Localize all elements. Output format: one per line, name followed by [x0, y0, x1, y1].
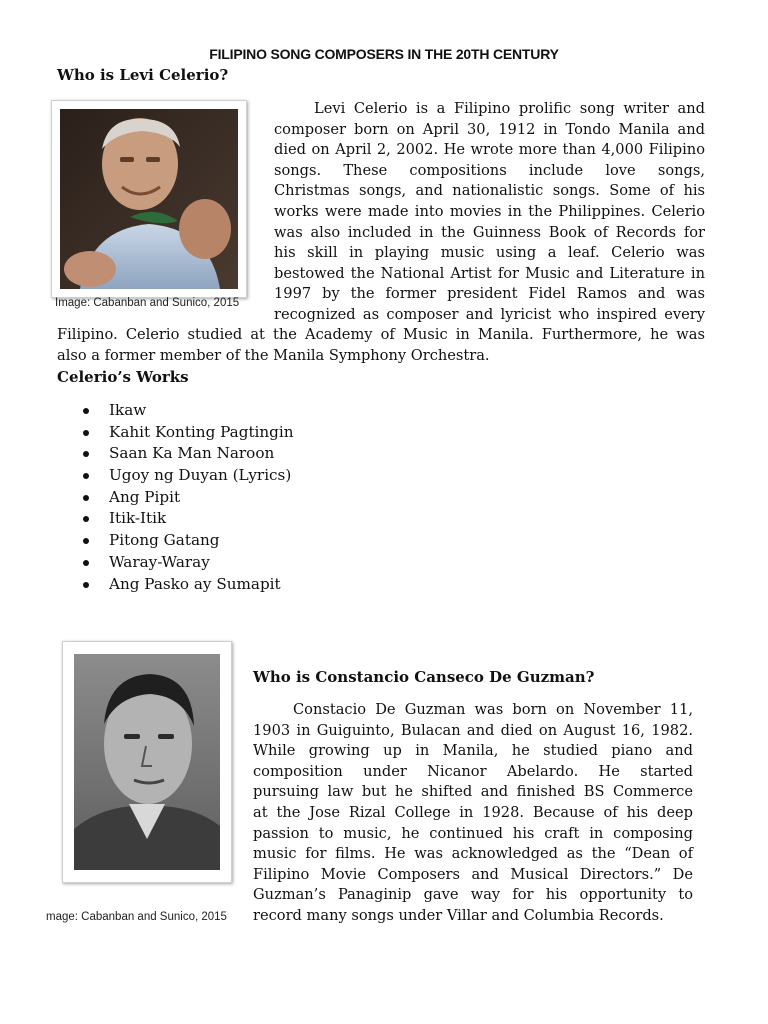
- bullet-icon: [83, 408, 89, 414]
- celerio-bio-wrapped: [274, 99, 705, 326]
- bio-line: bestowed the National Artist for Music and Literature in: [274, 264, 705, 282]
- deguzman-photo: [62, 641, 232, 883]
- celerio-photo: [51, 100, 247, 298]
- list-item: [83, 530, 294, 552]
- document-title: FILIPINO SONG COMPOSERS IN THE 20TH CENTURY: [209, 46, 559, 62]
- bio-line: recognized as composer and lyricist who inspired every: [274, 305, 705, 323]
- work-title: Pitong Gatang: [109, 531, 220, 550]
- section-heading-celerio: Who is Levi Celerio?: [57, 66, 229, 84]
- bio-line: Levi Celerio is a Filipino prolific song writer and: [314, 100, 705, 117]
- bullet-icon: [83, 451, 89, 457]
- work-title: Kahit Konting Pagtingin: [109, 422, 294, 441]
- bio-line: Filipino. Celerio studied at the Academy of Music in Manila. Furthermore, he was: [57, 326, 705, 343]
- bullet-icon: [83, 430, 89, 436]
- bio-line: composer born on April 30, 1912 in Tondo Manila and: [274, 120, 705, 138]
- section-heading-deguzman: Who is Constancio Canseco De Guzman?: [253, 668, 595, 686]
- bullet-icon: [83, 516, 89, 522]
- work-title: Saan Ka Man Naroon: [109, 444, 275, 463]
- bio-line: at the Jose Rizal College in 1928. Because of his deep: [253, 803, 693, 821]
- bullet-icon: [83, 582, 89, 588]
- works-heading: Celerio’s Works: [57, 368, 189, 386]
- bio-line: his skill in playing music using a leaf. Celerio was: [274, 244, 705, 262]
- bio-line: died on April 2, 2002. He wrote more than 4,000 Filipino: [274, 141, 705, 159]
- work-title: Ikaw: [109, 401, 147, 419]
- bio-line: composition under Nicanor Abelardo. He started: [253, 762, 693, 780]
- bio-line: also a former member of the Manila Symphony Orchestra.: [57, 346, 490, 364]
- celerio-portrait-image: [60, 109, 238, 289]
- work-title: Ang Pipit: [109, 487, 181, 506]
- bio-line: music for films. He was acknowledged as the “Dean of: [253, 845, 693, 863]
- work-title: Waray-Waray: [109, 552, 210, 571]
- list-item: [83, 400, 294, 422]
- list-item: [83, 552, 294, 574]
- bio-line: passion to music, he continued his craft in composing: [253, 824, 693, 842]
- bullet-icon: [83, 495, 89, 501]
- bio-line: songs. These compositions include love songs,: [274, 161, 705, 179]
- list-item: [83, 508, 294, 530]
- celerio-photo-caption: Image: Cabanban and Sunico, 2015: [55, 297, 240, 309]
- bio-line: Guzman’s Panaginip gave way for his opportunity to: [253, 886, 693, 904]
- bio-line: Christmas songs, and nationalistic songs. Some of his: [274, 182, 705, 200]
- bullet-icon: [83, 538, 89, 544]
- bio-line: 1903 in Guiguinto, Bulacan and died on August 16, 1982.: [253, 721, 693, 739]
- work-title: Ang Pasko ay Sumapit: [109, 574, 281, 593]
- list-item: [83, 422, 294, 444]
- bio-line: 1997 by the former president Fidel Ramos and was: [274, 285, 705, 303]
- bio-line: Constacio De Guzman was born on November 11,: [293, 701, 693, 718]
- celerio-bio-full: [57, 325, 705, 366]
- work-title: Itik-Itik: [109, 509, 167, 528]
- list-item: [83, 465, 294, 487]
- deguzman-bio: [253, 700, 693, 927]
- bio-line: was also included in the Guinness Book of Records for: [274, 223, 705, 241]
- bio-line: Filipino Movie Composers and Musical Directors.” De: [253, 865, 693, 883]
- list-item: [83, 443, 294, 465]
- bio-line: works were made into movies in the Philippines. Celerio: [274, 202, 705, 220]
- bullet-icon: [83, 560, 89, 566]
- deguzman-photo-caption: mage: Cabanban and Sunico, 2015: [46, 911, 227, 923]
- bio-line: record many songs under Villar and Columbia Records.: [253, 906, 664, 924]
- list-item: [83, 574, 294, 596]
- deguzman-portrait-image: [74, 654, 220, 870]
- bio-line: pursuing law but he shifted and finished BS Commerce: [253, 783, 693, 801]
- work-title: Ugoy ng Duyan (Lyrics): [109, 466, 292, 485]
- bio-line: While growing up in Manila, he studied piano and: [253, 742, 693, 760]
- list-item: [83, 487, 294, 509]
- works-list: [83, 400, 294, 595]
- bullet-icon: [83, 473, 89, 479]
